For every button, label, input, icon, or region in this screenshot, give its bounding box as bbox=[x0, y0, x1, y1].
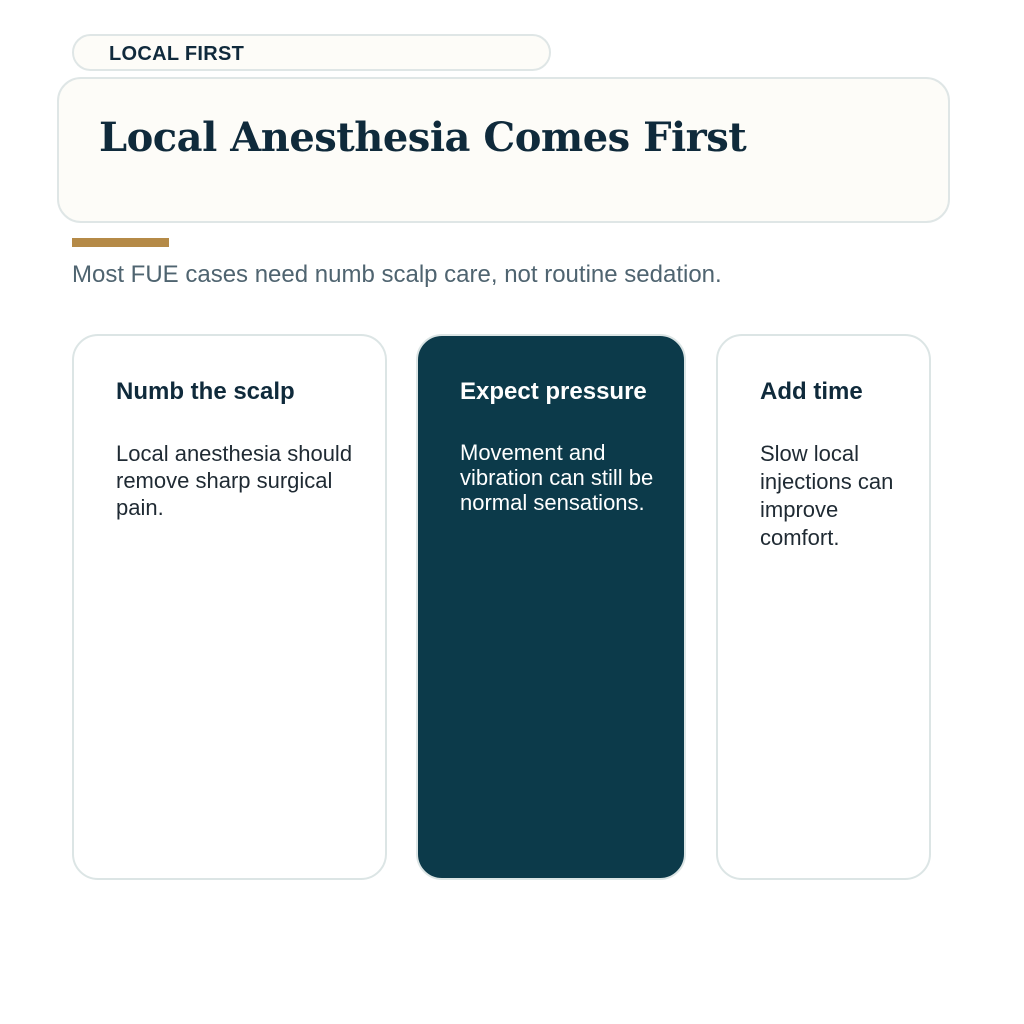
title-panel bbox=[57, 77, 950, 223]
eyebrow-pill bbox=[72, 34, 551, 71]
card-add-time bbox=[716, 334, 931, 880]
card-expect-pressure bbox=[416, 334, 686, 880]
card-numb-the-scalp bbox=[72, 334, 387, 880]
card-body: Slow local injections can improve comfort. bbox=[760, 441, 894, 550]
card-title: Numb the scalp bbox=[116, 378, 295, 405]
card-body: Movement and vibration can still be normal sensations. bbox=[460, 440, 654, 515]
eyebrow-label: LOCAL FIRST bbox=[109, 43, 245, 65]
accent-divider bbox=[72, 238, 169, 247]
card-body: Local anesthesia should remove sharp surgical pain. bbox=[116, 441, 353, 520]
card-title: Expect pressure bbox=[460, 378, 647, 405]
page-subtitle: Most FUE cases need numb scalp care, not routine sedation. bbox=[72, 261, 722, 288]
card-title: Add time bbox=[760, 378, 863, 405]
page-title: Local Anesthesia Comes First bbox=[99, 114, 747, 161]
